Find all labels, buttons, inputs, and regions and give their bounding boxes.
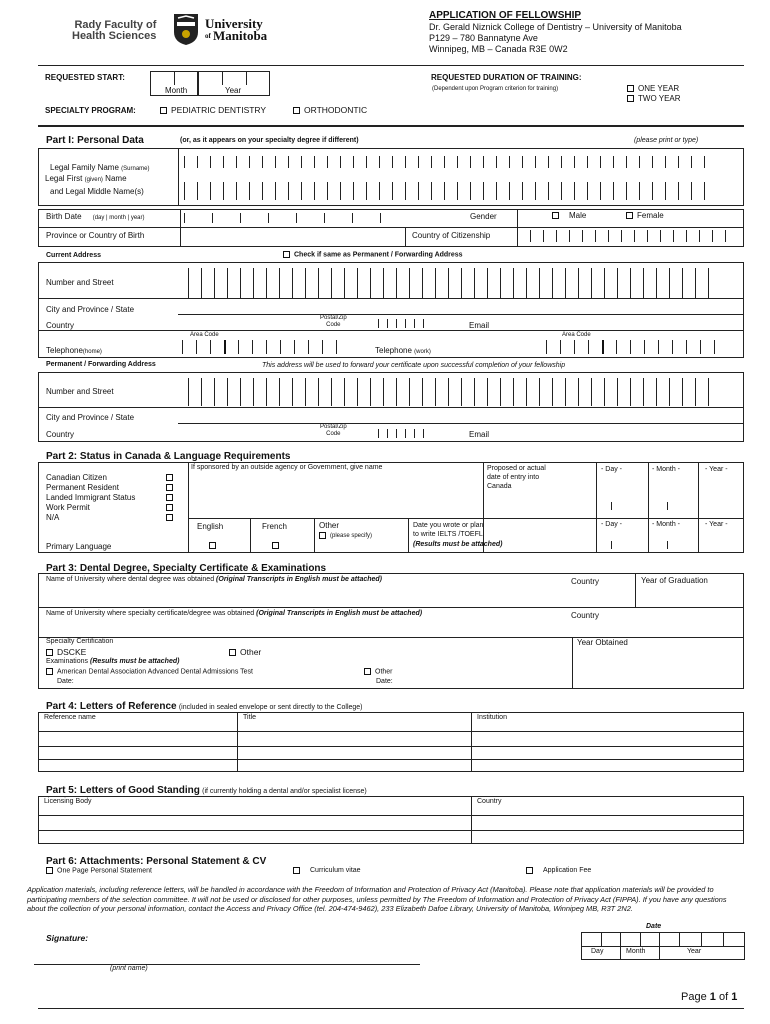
licensing-body-header: Licensing Body (44, 798, 92, 805)
entry-month-label: - Month - (652, 466, 681, 473)
adat-date-label: Date: (57, 678, 74, 685)
current-street-cells[interactable] (188, 268, 721, 298)
spec-cert-label: Specialty Certification (46, 638, 114, 645)
university-name-2: Manitoba (213, 28, 268, 43)
two-year-label: TWO YEAR (638, 94, 681, 103)
male-checkbox[interactable] (552, 212, 559, 219)
na-checkbox[interactable] (166, 514, 173, 521)
birth-date-label: Birth Date (day | month | year) (46, 212, 145, 221)
pediatric-label: PEDIATRIC DENTISTRY (171, 105, 267, 115)
part5-subtitle: (if currently holding a dental and/or specialist license) (202, 788, 367, 795)
status-work-permit: Work Permit (46, 503, 90, 512)
cv-checkbox[interactable] (293, 867, 300, 874)
status-list (46, 473, 135, 523)
other-lang-label: Other (319, 521, 340, 530)
exams-label: Examinations (Results must be attached) (46, 658, 180, 665)
perm-country-label: Country (46, 430, 75, 439)
permanent-resident-checkbox[interactable] (166, 484, 173, 491)
canadian-citizen-checkbox[interactable] (166, 474, 173, 481)
perm-address-note: This address will be used to forward your certificate upon successful completion of your fellowship (262, 362, 566, 369)
dental-country-label: Country (571, 577, 600, 586)
first-name-label: Legal First (given) Name (45, 174, 127, 183)
ielts-label: Date you wrote or plan to write IELTS /TOEFL (413, 522, 484, 538)
entry-year-label: - Year - (705, 466, 728, 473)
university-name-1: University (205, 16, 263, 31)
family-name-cells[interactable] (184, 156, 717, 168)
cv-label: Curriculum vitae (310, 867, 361, 875)
orthodontic-option[interactable] (293, 105, 367, 115)
area-code-home-label: Area Code (190, 332, 219, 338)
other-lang-checkbox[interactable] (319, 532, 326, 539)
french-checkbox[interactable] (272, 542, 279, 549)
address-line2: P129 – 780 Bannatyne Ave (429, 33, 538, 43)
pediatric-option[interactable] (160, 105, 266, 115)
current-address-label: Current Address (46, 252, 101, 259)
start-month-label: Month (165, 86, 188, 95)
one-year-label: ONE YEAR (638, 84, 680, 93)
gender-female-option[interactable] (626, 211, 664, 220)
exam-other-label: Other (375, 668, 393, 676)
perm-postal-label: Postal/Zip Code (320, 424, 347, 437)
telephone-work-cells[interactable] (546, 340, 728, 354)
part2-title: Part 2: Status in Canada & Language Requirements (46, 451, 291, 462)
part3-title: Part 3: Dental Degree, Specialty Certificate & Examinations (46, 563, 327, 574)
pediatric-checkbox[interactable] (160, 107, 167, 114)
specialty-program-label: SPECIALTY PROGRAM: (45, 106, 136, 115)
spec-other-checkbox[interactable] (229, 649, 236, 656)
date-year-label: Year (687, 948, 702, 955)
year-obtained-label: Year Obtained (577, 638, 628, 647)
perm-postal-cells[interactable] (378, 429, 432, 438)
adat-label: American Dental Association Advanced Dental Admissions Test (57, 668, 253, 676)
perm-email-label: Email (469, 430, 490, 439)
print-name-label: (print name) (110, 965, 148, 972)
birth-date-cells[interactable] (184, 213, 408, 223)
part4-subtitle: (included in sealed envelope or sent directly to the College) (178, 704, 363, 711)
primary-language-label: Primary Language (46, 542, 112, 551)
duration-note: (Dependent upon Program criterion for training) (432, 86, 559, 92)
start-year-label: Year (225, 86, 242, 95)
female-label: Female (637, 211, 664, 220)
ielts-year-label: - Year - (705, 521, 728, 528)
telephone-home-cells[interactable] (182, 340, 350, 354)
date-month-label: Month (626, 948, 646, 955)
same-address-checkbox[interactable] (283, 251, 290, 258)
ielts-results-note: (Results must be attached) (413, 541, 503, 548)
perm-city-label: City and Province / State (46, 413, 135, 422)
status-landed-immigrant: Landed Immigrant Status (46, 493, 136, 502)
perm-street-label: Number and Street (46, 387, 114, 396)
statement-checkbox[interactable] (46, 867, 53, 874)
current-postal-cells[interactable] (378, 319, 432, 328)
female-checkbox[interactable] (626, 212, 633, 219)
spec-other-option[interactable] (229, 647, 261, 657)
dscke-checkbox[interactable] (46, 649, 53, 656)
exam-other-checkbox[interactable] (364, 668, 371, 675)
signature-line[interactable] (34, 964, 420, 965)
app-title: APPLICATION OF FELLOWSHIP (429, 10, 582, 21)
adat-option[interactable] (46, 668, 253, 675)
entry-day-label: - Day - (601, 466, 622, 473)
part1-title: Part I: Personal Data (46, 135, 144, 146)
dscke-option[interactable] (46, 647, 86, 657)
attach-statement-option[interactable] (46, 867, 152, 874)
ref-institution-header: Institution (477, 714, 507, 721)
part5-title: Part 5: Letters of Good Standing (46, 785, 200, 796)
please-specify-label: (please specify) (330, 533, 373, 540)
ielts-day-label: - Day - (601, 521, 622, 528)
current-country-label: Country (46, 321, 75, 330)
citizenship-cells[interactable] (530, 230, 738, 242)
status-na: N/A (46, 513, 60, 522)
area-code-work-label: Area Code (562, 332, 591, 338)
gender-label: Gender (470, 212, 497, 221)
ref-title-header: Title (243, 714, 256, 721)
requested-start-label: REQUESTED START: (45, 73, 125, 82)
first-name-cells[interactable] (184, 182, 717, 200)
page-number: Page 1 of 1 (681, 991, 738, 1003)
fee-checkbox[interactable] (526, 867, 533, 874)
licensing-country-header: Country (477, 798, 502, 805)
exam-other-option[interactable] (364, 668, 393, 675)
citizenship-label: Country of Citizenship (412, 231, 491, 240)
part4-heading (46, 701, 363, 712)
province-birth-label: Province or Country of Birth (46, 231, 145, 240)
spec-country-label: Country (571, 611, 600, 620)
current-city-label: City and Province / State (46, 305, 135, 314)
same-address-label: Check if same as Permanent / Forwarding Address (294, 251, 463, 259)
male-label: Male (569, 211, 587, 220)
requested-duration-label: REQUESTED DURATION OF TRAINING: (431, 73, 582, 82)
two-year-option[interactable] (627, 94, 681, 103)
current-email-label: Email (469, 321, 490, 330)
date-label: Date (646, 923, 662, 930)
part4-title: Part 4: Letters of Reference (46, 701, 177, 712)
part6-title: Part 6: Attachments: Personal Statement & CV (46, 856, 267, 867)
status-canadian-citizen: Canadian Citizen (46, 473, 107, 482)
current-street-label: Number and Street (46, 278, 114, 287)
work-permit-checkbox[interactable] (166, 504, 173, 511)
faculty-name: Rady Faculty of Health Sciences (72, 19, 157, 42)
other-lang-option[interactable] (319, 532, 372, 539)
statement-label: One Page Personal Statement (57, 867, 152, 875)
university-of: of (205, 32, 211, 40)
part1-subtitle: (or, as it appears on your specialty degree if different) (180, 137, 359, 144)
status-permanent-resident: Permanent Resident (46, 483, 119, 492)
proposed-entry-label: Proposed or actual date of entry into Canada (487, 465, 546, 490)
family-name-label: Legal Family Name (Surname) (50, 163, 150, 172)
one-year-option[interactable] (627, 84, 679, 93)
current-postal-label: Postal/Zip Code (320, 315, 347, 328)
sponsor-label: If sponsored by an outside agency or Government, give name (191, 464, 383, 471)
one-year-checkbox[interactable] (627, 85, 634, 92)
orthodontic-label: ORTHODONTIC (304, 105, 368, 115)
univ-spec-label: Name of University where specialty certificate/degree was obtained (Original Transcripts in English must be attached) (46, 610, 423, 617)
exam-other-date-label: Date: (376, 678, 393, 685)
orthodontic-checkbox[interactable] (293, 107, 300, 114)
part1-note: (please print or type) (634, 137, 699, 144)
two-year-checkbox[interactable] (627, 95, 634, 102)
perm-address-label: Permanent / Forwarding Address (46, 361, 156, 368)
address-line1: Dr. Gerald Niznick College of Dentistry – University of Manitoba (429, 22, 682, 32)
fee-label: Application Fee (543, 867, 592, 875)
address-line3: Winnipeg, MB – Canada R3E 0W2 (429, 44, 568, 54)
english-checkbox[interactable] (209, 542, 216, 549)
signature-label: Signature: (46, 933, 89, 943)
french-label: French (262, 522, 287, 531)
attach-cv-option[interactable] (293, 867, 361, 874)
ref-name-header: Reference name (44, 714, 96, 721)
univ-dental-label: Name of University where dental degree was obtained (Original Transcripts in English must be attached) (46, 576, 383, 583)
year-grad-label: Year of Graduation (641, 576, 708, 585)
telephone-work-label: Telephone (work) (375, 346, 431, 355)
attach-fee-option[interactable] (526, 867, 591, 874)
gender-male-option[interactable] (552, 211, 586, 220)
part5-heading (46, 785, 367, 796)
middle-name-label: and Legal Middle Name(s) (50, 187, 144, 196)
date-day-label: Day (591, 948, 604, 955)
telephone-home-label: Telephone(home) (46, 346, 102, 355)
landed-immigrant-checkbox[interactable] (166, 494, 173, 501)
perm-street-cells[interactable] (188, 378, 721, 406)
adat-checkbox[interactable] (46, 668, 53, 675)
english-label: English (197, 522, 224, 531)
dscke-label: DSCKE (57, 647, 87, 657)
university-logo-icon (172, 12, 200, 46)
same-address-option[interactable] (283, 251, 463, 258)
spec-other-label: Other (240, 647, 262, 657)
privacy-notice: Application materials, including reference letters, will be handled in accordance with the Freedom of Information and Protection of Privacy Act (Manitoba). Please note that application materials will be provided to participating members of the selection committee. It will not be used or disclosed for other purposes, unless permitted by The Freedom of Information and Protection of Privacy Act (FIPPA). If you have any questions about the collection of your personal information, contact the Access and Privacy Office (tel. 204-474-9462), 233 Elizabeth Dafoe Library, University of Manitoba, Winnipeg MB, R3T 2N2. (27, 885, 727, 914)
ielts-month-label: - Month - (652, 521, 681, 528)
